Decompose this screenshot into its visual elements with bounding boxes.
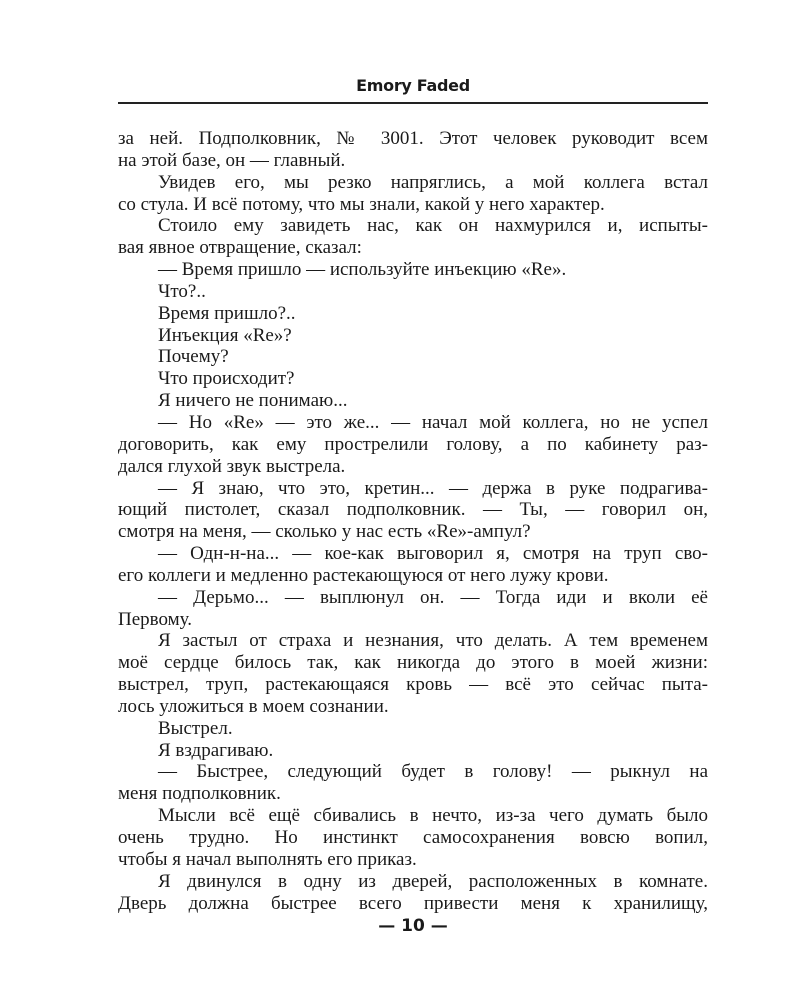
running-header: Emory Faded (356, 76, 470, 95)
text-line: выстрел, труп, растекающаяся кровь — всё это сейчас пыта- (118, 674, 708, 696)
text-line: — Дерьмо... — выплюнул он. — Тогда иди и вколи её (158, 586, 708, 608)
text-line: чтобы я начал выполнять его приказ. (118, 848, 417, 870)
text-line: Увидев его, мы резко напряглись, а мой коллега встал (158, 171, 708, 193)
text-line: — Я знаю, что это, кретин... — держа в руке подрагива- (158, 477, 708, 499)
text-line: Выстрел. (158, 717, 233, 739)
text-line: Я двинулся в одну из дверей, расположенных в комнате. (158, 870, 708, 892)
text-line: Я застыл от страха и незнания, что делать. А тем временем (158, 630, 708, 652)
text-line: Почему? (158, 346, 229, 368)
page-number: — 10 — (378, 916, 448, 936)
page-body-text (118, 128, 708, 914)
text-line: договорить, как ему прострелили голову, а по кабинету раз- (118, 433, 708, 455)
text-line: меня подполковник. (118, 783, 281, 805)
header-rule (118, 102, 708, 104)
text-line: дался глухой звук выстрела. (118, 455, 346, 477)
text-line: — Быстрее, следующий будет в голову! — рыкнул на (158, 761, 708, 783)
text-line: Стоило ему завидеть нас, как он нахмурился и, испыты- (158, 215, 708, 237)
text-line: на этой базе, он — главный. (118, 149, 346, 171)
text-line: — Время пришло — используйте инъекцию «Re». (158, 259, 567, 281)
text-line: очень трудно. Но инстинкт самосохранения вовсю вопил, (118, 827, 708, 848)
text-line: Дверь должна быстрее всего привести меня к хранилищу, (118, 892, 708, 914)
text-line: Время пришло?.. (158, 302, 296, 324)
text-line: Инъекция «Re»? (158, 324, 292, 346)
text-line: Мысли всё ещё сбивались в нечто, из-за чего думать было (158, 805, 708, 827)
text-line: Я вздрагиваю. (158, 739, 274, 761)
text-line: его коллеги и медленно растекающуюся от него лужу крови. (118, 564, 609, 586)
text-line: лось уложиться в моем сознании. (118, 695, 389, 717)
text-line: Что?.. (158, 280, 206, 302)
text-line: — Но «Re» — это же... — начал мой коллега, но не успел (158, 411, 708, 433)
text-line: — Одн-н-на... — кое-как выговорил я, смотря на труп сво- (158, 543, 708, 565)
text-line: за ней. Подполковник, № 3001. Этот человек руководит всем (118, 128, 708, 149)
text-line: моё сердце билось так, как никогда до этого в моей жизни: (118, 652, 708, 674)
text-line: Что происходит? (158, 368, 295, 390)
text-line: ющий пистолет, сказал подполковник. — Ты, — говорил он, (118, 499, 708, 521)
text-line: Я ничего не понимаю... (158, 390, 348, 412)
text-line: вая явное отвращение, сказал: (118, 237, 362, 259)
text-line: Первому. (118, 608, 193, 630)
text-line: смотря на меня, — сколько у нас есть «Re»-ампул? (118, 521, 531, 543)
text-line: со стула. И всё потому, что мы знали, какой у него характер. (118, 193, 605, 215)
